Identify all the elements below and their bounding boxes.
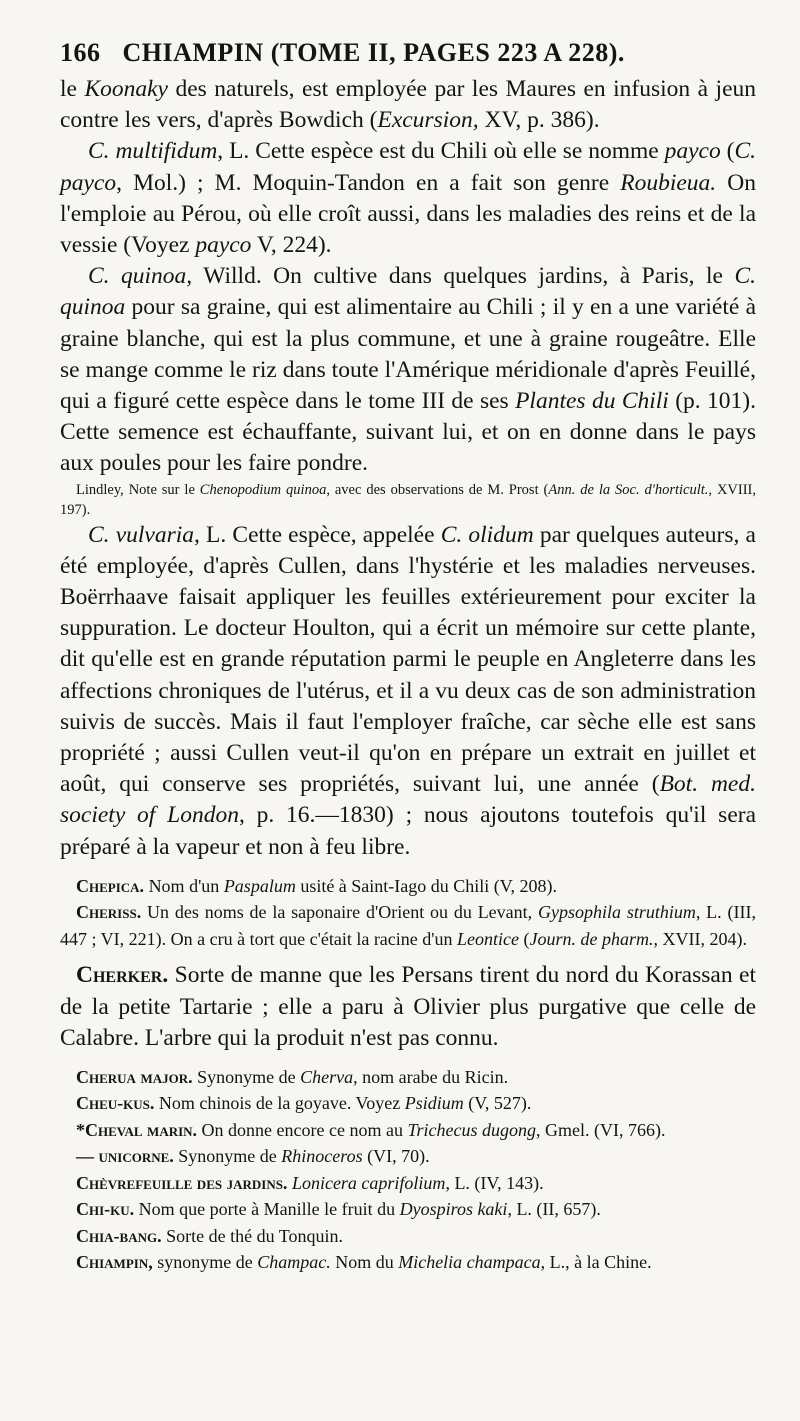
entry-chevrefeuille: Chèvrefeuille des jardins. Lonicera caprifolium, L. (IV, 143). [76, 1172, 544, 1193]
entry-head: Chiampin, [76, 1252, 153, 1273]
entry-head: Cheu-kus. [76, 1093, 155, 1114]
entry-unicorne: — unicorne. Synonyme de Rhinoceros (VI, 70). [76, 1146, 430, 1167]
entry-chiampin: Chiampin, synonyme de Champac. Nom du Michelia champaca, L., à la Chine. [76, 1252, 652, 1273]
entry-head: Chia-bang. [76, 1225, 162, 1246]
paragraph-c-multifidum: C. multifidum, L. Cette espèce est du Chili où elle se nomme payco (C. payco, Mol.) ; M. Moquin-Tandon en a fait son genre Roubieua. On l'emploie au Pérou, où elle croît aussi, dans les maladies des reins et de la vessie (Voyez payco V, 224). [60, 138, 757, 259]
paragraph-c-quinoa: C. quinoa, Willd. On cultive dans quelques jardins, à Paris, le C. quinoa pour sa graine, qui est alimentaire au Chili ; il y en a une variété à graine blanche, qui est la plus commune, et une à graine rougeâtre. Elle se mange comme le riz dans toute l'Amérique méridionale d'après Feuillé, qui a figuré cette espèce dans le tome III de ses Plantes du Chili (p. 101). Cette semence est échauffante, suivant lui, et on en donne dans le pays aux poules pour les faire pondre. [60, 263, 756, 477]
entry-head: Cherker. [76, 962, 169, 989]
paragraph-koonaky: le Koonaky des naturels, est employée par les Maures en infusion à jeun contre les vers, d'après Bowdich (Excursion, XV, p. 386). [60, 76, 757, 134]
entry-cheval-marin: *Cheval marin. On donne encore ce nom au Trichecus dugong, Gmel. (VI, 766). [76, 1119, 666, 1140]
reference-note-lindley: Lindley, Note sur le Chenopodium quinoa, avec des observations de M. Prost (Ann. de la Soc. d'horticult., XVIII, 197). [60, 481, 757, 518]
page-number: 166 [60, 38, 101, 67]
entry-head: Cherua major. [76, 1066, 193, 1087]
entry-head: *Cheval marin. [76, 1119, 198, 1140]
entry-head: Cheriss. [76, 902, 142, 923]
entry-cherua-major: Cherua major. Synonyme de Cherva, nom arabe du Ricin. [76, 1066, 509, 1087]
entry-chia-bang: Chia-bang. Sorte de thé du Tonquin. [76, 1225, 344, 1246]
running-title: CHIAMPIN (TOME II, PAGES 223 A 228). [122, 38, 625, 67]
entry-head: Chepica. [76, 875, 145, 896]
entry-head: Chèvrefeuille des jardins. [76, 1172, 288, 1193]
page-header [60, 38, 756, 74]
page-body [60, 74, 756, 1276]
entry-cheu-kus: Cheu-kus. Nom chinois de la goyave. Voyez Psidium (V, 527). [76, 1093, 532, 1114]
entry-cheriss: Cheriss. Un des noms de la saponaire d'Orient ou du Levant, Gypsophila struthium, L. (III, 447 ; VI, 221). On a cru à tort que c'était la racine d'un Leontice (Journ. de pharm., XVII, 204). [60, 902, 756, 949]
paragraph-c-vulvaria: C. vulvaria, L. Cette espèce, appelée C. olidum par quelques auteurs, a été employée, d'après Cullen, dans l'hystérie et les maladies nerveuses. Boërrhaave faisait appliquer les feuilles extérieurement pour exciter la suppuration. Le docteur Houlton, qui a écrit un mémoire sur cette plante, dit qu'elle est en grande réputation parmi le peuple en Angleterre dans les affections chroniques de l'utérus, et il a vu deux cas de son administration suivis de succès. Mais il faut l'employer fraîche, car sèche elle est sans propriété ; aussi Cullen veut-il qu'on en prépare un extrait en juillet et août, qui conserve ses propriétés, suivant lui, une année (Bot. med. society of London, p. 16.—1830) ; nous ajoutons toutefois qu'il sera préparé à la vapeur et non à feu libre. [60, 521, 756, 860]
entry-head: — unicorne. [76, 1146, 174, 1167]
entry-chepica: Chepica. Nom d'un Paspalum usité à Saint-Iago du Chili (V, 208). [76, 875, 557, 896]
entry-chi-ku: Chi-ku. Nom que porte à Manille le fruit du Dyospiros kaki, L. (II, 657). [76, 1199, 601, 1220]
entry-head: Chi-ku. [76, 1199, 135, 1220]
entry-cherker: Cherker. Sorte de manne que les Persans tirent du nord du Korassan et de la petite Tartarie ; elle a paru à Olivier plus purgative que celle de Calabre. L'arbre qui la produit n'est pas connu. [60, 962, 756, 1051]
